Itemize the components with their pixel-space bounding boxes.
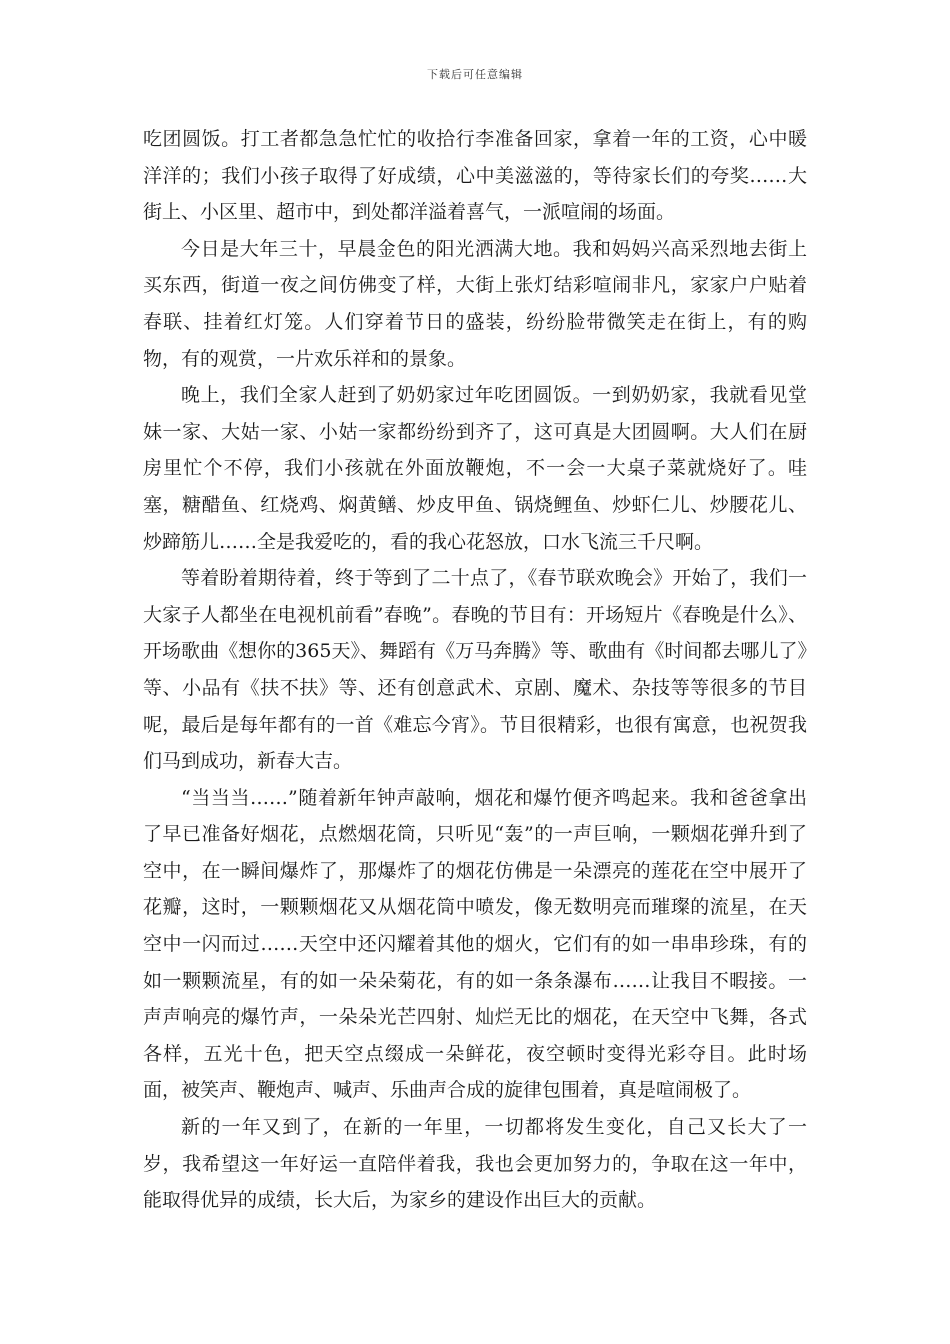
paragraph: 新的一年又到了，在新的一年里，一切都将发生变化，自己又长大了一岁，我希望这一年好运一直陪伴着我，我也会更加努力的，争取在这一年中，能取得优异的成绩，长大后，为家乡的建设作出巨大的贡献。	[143, 1116, 807, 1212]
page-header: 下载后可任意编辑	[427, 68, 523, 81]
paragraph: 等着盼着期待着，终于等到了二十点了，《春节联欢晚会》开始了，我们一大家子人都坐在电视机前看”春晚”。春晚的节目有：开场短片《春晚是什么》、开场歌曲《想你的365天》、舞蹈有《万马奔腾》等、歌曲有《时间都去哪儿了》等、小品有《扶不扶》等、还有创意武术、京剧、魔术、杂技等等很多的节目呢，最后是每年都有的一首《难忘今宵》。节目很精彩，也很有寓意，也祝贺我们马到成功，新春大吉。	[143, 567, 807, 773]
document-body	[143, 121, 807, 1219]
paragraph: “当当当……”随着新年钟声敲响，烟花和爆竹便齐鸣起来。我和爸爸拿出了早已准备好烟花，点燃烟花筒，只听见“轰”的一声巨响，一颗烟花弹升到了空中，在一瞬间爆炸了，那爆炸了的烟花仿佛是一朵漂亮的莲花在空中展开了花瓣，这时，一颗颗烟花又从烟花筒中喷发，像无数明亮而璀璨的流星，在天空中一闪而过……天空中还闪耀着其他的烟火，它们有的如一串串珍珠，有的如一颗颗流星，有的如一朵朵菊花，有的如一条条瀑布……让我目不暇接。一声声响亮的爆竹声，一朵朵光芒四射、灿烂无比的烟花，在天空中飞舞，各式各样，五光十色，把天空点缀成一朵鲜花，夜空顿时变得光彩夺目。此时场面，被笑声、鞭炮声、喊声、乐曲声合成的旋律包围着，真是喧闹极了。	[143, 786, 807, 1102]
paragraph: 吃团圆饭。打工者都急急忙忙的收拾行李准备回家，拿着一年的工资，心中暖洋洋的；我们小孩子取得了好成绩，心中美滋滋的，等待家长们的夸奖……大街上、小区里、超市中，到处都洋溢着喜气，一派喧闹的场面。	[143, 128, 807, 224]
paragraph: 晚上，我们全家人赶到了奶奶家过年吃团圆饭。一到奶奶家，我就看见堂妹一家、大姑一家、小姑一家都纷纷到齐了，这可真是大团圆啊。大人们在厨房里忙个不停，我们小孩就在外面放鞭炮，不一会一大桌子菜就烧好了。哇塞，糖醋鱼、红烧鸡、焖黄鳝、炒皮甲鱼、锅烧鲤鱼、炒虾仁儿、炒腰花儿、炒蹄筋儿……全是我爱吃的，看的我心花怒放，口水飞流三千尺啊。	[143, 384, 807, 553]
paragraph: 今日是大年三十，早晨金色的阳光洒满大地。我和妈妈兴高采烈地去街上买东西，街道一夜之间仿佛变了样，大街上张灯结彩喧闹非凡，家家户户贴着春联、挂着红灯笼。人们穿着节日的盛装，纷纷脸带微笑走在街上，有的购物，有的观赏，一片欢乐祥和的景象。	[143, 237, 807, 370]
